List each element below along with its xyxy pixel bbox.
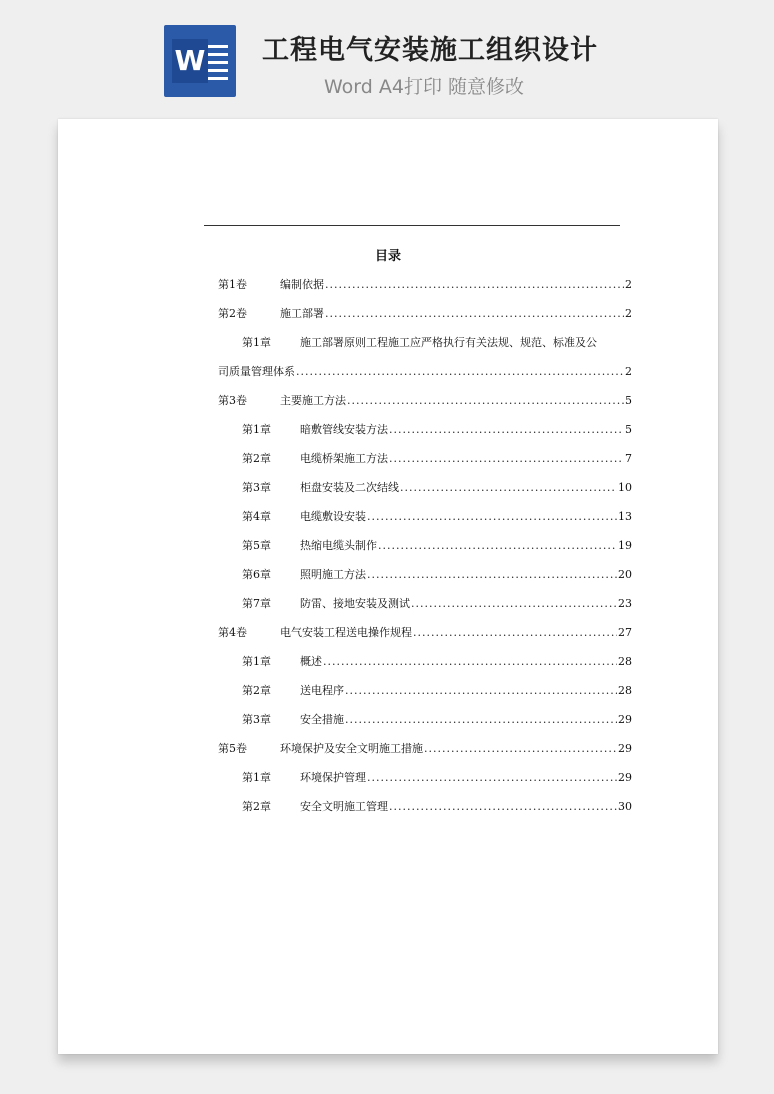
toc-entry-page: 7 (625, 452, 632, 465)
toc-entry-label: 施工部署 (280, 307, 324, 320)
toc-entry-label: 施工部署原则工程施工应严格执行有关法规、规范、标准及公 (300, 336, 597, 349)
toc-entry-number: 第1章 (242, 655, 271, 668)
toc-entry-number: 第3卷 (218, 394, 247, 407)
toc-entry-page: 28 (618, 684, 632, 697)
toc-entry-page: 29 (618, 771, 632, 784)
toc-entry-page: 2 (625, 365, 632, 378)
toc-entry-number: 第4章 (242, 510, 271, 523)
toc-entry-label: 热缩电缆头制作 (300, 539, 377, 552)
toc-leader-dots (347, 394, 624, 407)
toc-entry-number: 第2章 (242, 800, 271, 813)
toc-entry[interactable] (218, 762, 632, 791)
toc-entry-number: 第4卷 (218, 626, 247, 639)
toc-entry[interactable] (218, 443, 632, 472)
header (0, 0, 774, 110)
toc-entry[interactable] (218, 704, 632, 733)
toc-entry[interactable] (218, 791, 632, 820)
toc-entry-page: 13 (618, 510, 632, 523)
toc-entry[interactable] (218, 617, 632, 646)
toc-leader-dots (367, 510, 617, 523)
toc-entry-label: 照明施工方法 (300, 568, 366, 581)
toc-leader-dots (389, 452, 624, 465)
header-rule (204, 225, 620, 226)
toc-entry[interactable] (218, 646, 632, 675)
toc-leader-dots (345, 684, 617, 697)
toc-entry[interactable] (218, 675, 632, 704)
toc-entry-label: 概述 (300, 655, 322, 668)
toc-entry-label: 柜盘安装及二次结线 (300, 481, 399, 494)
toc-entry[interactable] (218, 559, 632, 588)
toc-entry-label: 暗敷管线安装方法 (300, 423, 388, 436)
toc-entry-page: 2 (625, 307, 632, 320)
page-subtitle: Word A4打印 随意修改 (324, 76, 525, 98)
word-logo-letter: W (172, 39, 208, 83)
toc-leader-dots (389, 800, 617, 813)
toc-entry-number: 第1章 (242, 336, 271, 349)
word-logo-lines (208, 45, 228, 85)
toc-entry[interactable] (218, 327, 632, 385)
toc-entry-page: 29 (618, 742, 632, 755)
toc-entry-number: 第2章 (242, 452, 271, 465)
toc-entry-page: 5 (625, 394, 632, 407)
toc-leader-dots (389, 423, 624, 436)
toc-entry-number: 第1章 (242, 771, 271, 784)
toc-entry-label: 环境保护管理 (300, 771, 366, 784)
toc-entry[interactable] (218, 588, 632, 617)
toc-entry-page: 5 (625, 423, 632, 436)
toc-entry-page: 23 (618, 597, 632, 610)
toc-entry-page: 28 (618, 655, 632, 668)
toc-entry[interactable] (218, 733, 632, 762)
toc-entry-number: 第2章 (242, 684, 271, 697)
toc-entry-label: 防雷、接地安装及测试 (300, 597, 410, 610)
toc-leader-dots (325, 307, 624, 320)
toc-entry-page: 19 (618, 539, 632, 552)
toc-leader-dots (345, 713, 617, 726)
toc-leader-dots (367, 568, 617, 581)
toc-entry-page: 29 (618, 713, 632, 726)
toc-entry-label: 主要施工方法 (280, 394, 346, 407)
toc-entry-number: 第5章 (242, 539, 271, 552)
word-doc-icon (164, 25, 236, 97)
page-title: 工程电气安装施工组织设计 (262, 35, 598, 66)
toc-entry[interactable] (218, 385, 632, 414)
toc-entry-number: 第3章 (242, 713, 271, 726)
toc-leader-dots (424, 742, 617, 755)
toc-title: 目录 (374, 249, 401, 264)
toc-entry-label: 电气安装工程送电操作规程 (280, 626, 412, 639)
toc-entry-page: 27 (618, 626, 632, 639)
toc-leader-dots (323, 655, 617, 668)
toc-entry-label: 电缆敷设安装 (300, 510, 366, 523)
toc-leader-dots (413, 626, 617, 639)
toc-leader-dots (400, 481, 617, 494)
toc-entry-number: 第1卷 (218, 278, 247, 291)
toc-entry[interactable] (218, 501, 632, 530)
toc-entry-label: 编制依据 (280, 278, 324, 291)
toc-entry-number: 第6章 (242, 568, 271, 581)
toc-entry-number: 第2卷 (218, 307, 247, 320)
toc-entry[interactable] (218, 472, 632, 501)
toc-entry-label: 安全措施 (300, 713, 344, 726)
toc-entry-number: 第5卷 (218, 742, 247, 755)
toc-entry[interactable] (218, 298, 632, 327)
toc-leader-dots (378, 539, 617, 552)
toc-entry-number: 第7章 (242, 597, 271, 610)
toc-entry-page: 10 (618, 481, 632, 494)
toc-entry-number: 第3章 (242, 481, 271, 494)
toc-leader-dots (325, 278, 624, 291)
toc-leader-dots (411, 597, 617, 610)
toc-entry-label: 电缆桥架施工方法 (300, 452, 388, 465)
toc-leader-dots (367, 771, 617, 784)
toc-entry[interactable] (218, 269, 632, 298)
toc-list (218, 269, 632, 820)
toc-entry-label: 安全文明施工管理 (300, 800, 388, 813)
toc-entry[interactable] (218, 414, 632, 443)
toc-entry-page: 30 (618, 800, 632, 813)
toc-entry-page: 20 (618, 568, 632, 581)
toc-entry-label: 送电程序 (300, 684, 344, 697)
toc-leader-dots (296, 365, 624, 378)
document-page (58, 119, 718, 1054)
toc-entry-label-cont: 司质量管理体系 (218, 365, 295, 378)
toc-entry-page: 2 (625, 278, 632, 291)
toc-entry-label: 环境保护及安全文明施工措施 (280, 742, 423, 755)
toc-entry-number: 第1章 (242, 423, 271, 436)
toc-entry[interactable] (218, 530, 632, 559)
